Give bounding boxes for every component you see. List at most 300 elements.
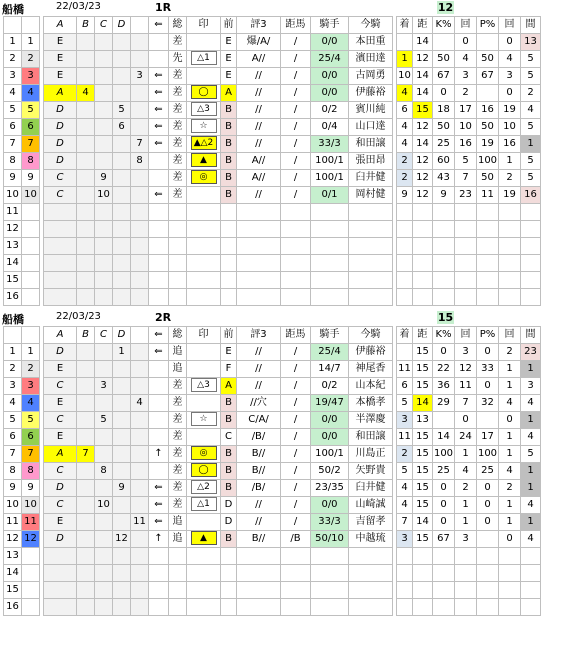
cell-arrow: ⇐ <box>149 119 169 136</box>
col-header-k-pct: K% <box>433 17 455 34</box>
cell-jockey: 吉留孝 <box>349 514 393 531</box>
cell-jockey-stat <box>311 238 349 255</box>
cell-rank-e <box>131 85 149 102</box>
cell-style: 追 <box>169 514 187 531</box>
cell-jockey-stat: 19/47 <box>311 395 349 412</box>
cell-jockey: 臼井健 <box>349 170 393 187</box>
cell-dist: 15 <box>413 446 433 463</box>
cell-jockey <box>349 204 393 221</box>
cell-horse-no: 2 <box>4 51 22 68</box>
cell-style <box>169 565 187 582</box>
cell-gate-no: 8 <box>22 463 40 480</box>
cell-interval: 1 <box>521 136 541 153</box>
cell-prev: B <box>221 102 237 119</box>
cell-rank-e <box>131 463 149 480</box>
cell-jockey-stat: 0/0 <box>311 497 349 514</box>
mark-symbol: ◯ <box>191 85 217 99</box>
cell-rank-b <box>77 255 95 272</box>
cell-rank-d <box>113 361 131 378</box>
cell-gate-no <box>22 204 40 221</box>
cell-count2 <box>499 289 521 306</box>
table-row <box>4 531 541 548</box>
cell-arrow <box>149 153 169 170</box>
cell-count2: 1 <box>499 514 521 531</box>
cell-interval <box>521 565 541 582</box>
cell-p-pct <box>477 272 499 289</box>
cell-jockey: 山口達 <box>349 119 393 136</box>
cell-jockey-stat <box>311 204 349 221</box>
cell-rank-a: C <box>44 463 77 480</box>
cell-rank-e <box>131 429 149 446</box>
mark-symbol: △1 <box>191 497 217 511</box>
cell-jockey-stat: 25/4 <box>311 344 349 361</box>
cell-rank-b <box>77 204 95 221</box>
cell-finish: 5 <box>397 463 413 480</box>
table-row <box>4 599 541 616</box>
mark-symbol: △3 <box>191 102 217 116</box>
cell-style <box>169 289 187 306</box>
cell-rank-d: 5 <box>113 102 131 119</box>
col-header-count2: 回 <box>499 327 521 344</box>
cell-count1 <box>455 565 477 582</box>
cell-jockey-stat <box>311 272 349 289</box>
cell-dist-horse: / <box>281 395 311 412</box>
cell-dist-horse: / <box>281 514 311 531</box>
cell-jockey-stat: 50/10 <box>311 531 349 548</box>
cell-p-pct <box>477 204 499 221</box>
cell-finish: 3 <box>397 531 413 548</box>
cell-rank-e <box>131 204 149 221</box>
cell-rank-c <box>95 395 113 412</box>
cell-rank-e <box>131 548 149 565</box>
col-header-dist: 距 <box>413 327 433 344</box>
col-header-rank-d: D <box>113 327 131 344</box>
mark-symbol: ▲ <box>191 531 217 545</box>
cell-rank-b <box>77 395 95 412</box>
cell-rank-d <box>113 34 131 51</box>
col-header-rank-c: C <box>95 17 113 34</box>
cell-style <box>169 548 187 565</box>
cell-p-pct <box>477 599 499 616</box>
cell-finish: 2 <box>397 446 413 463</box>
cell-count1 <box>455 548 477 565</box>
cell-p-pct <box>477 255 499 272</box>
cell-rank-d <box>113 395 131 412</box>
cell-rank-d <box>113 221 131 238</box>
cell-rank-a: E <box>44 51 77 68</box>
cell-dist-horse: / <box>281 480 311 497</box>
cell-rank-b <box>77 153 95 170</box>
cell-dist-horse <box>281 548 311 565</box>
cell-arrow <box>149 221 169 238</box>
cell-prev: B <box>221 463 237 480</box>
cell-style: 追 <box>169 531 187 548</box>
cell-eval3 <box>237 238 281 255</box>
table-row <box>4 187 541 204</box>
cell-k-pct <box>433 272 455 289</box>
cell-jockey-stat <box>311 582 349 599</box>
cell-gate-no <box>22 289 40 306</box>
cell-dist-horse: / <box>281 187 311 204</box>
cell-horse-no: 16 <box>4 289 22 306</box>
cell-count2: 2 <box>499 344 521 361</box>
cell-rank-b <box>77 344 95 361</box>
col-header-count1: 回 <box>455 17 477 34</box>
cell-rank-c <box>95 221 113 238</box>
cell-eval3 <box>237 221 281 238</box>
cell-rank-e <box>131 272 149 289</box>
cell-p-pct: 100 <box>477 446 499 463</box>
cell-jockey <box>349 272 393 289</box>
cell-dist <box>413 221 433 238</box>
cell-p-pct <box>477 548 499 565</box>
cell-jockey: 半澤慶 <box>349 412 393 429</box>
cell-dist-horse: / <box>281 102 311 119</box>
cell-rank-d <box>113 463 131 480</box>
cell-mark <box>187 344 221 361</box>
cell-rank-c <box>95 531 113 548</box>
table-row <box>4 497 541 514</box>
cell-rank-b <box>77 463 95 480</box>
cell-mark <box>187 85 221 102</box>
cell-rank-d <box>113 255 131 272</box>
cell-count2: 0 <box>499 531 521 548</box>
mark-symbol: ◎ <box>191 170 217 184</box>
cell-k-pct: 29 <box>433 395 455 412</box>
col-header-gate-no <box>22 17 40 34</box>
table-row <box>4 514 541 531</box>
cell-rank-b <box>77 51 95 68</box>
cell-arrow: ⇐ <box>149 514 169 531</box>
cell-prev: B <box>221 170 237 187</box>
table-row <box>4 289 541 306</box>
cell-dist-horse <box>281 565 311 582</box>
cell-count1: 2 <box>455 480 477 497</box>
cell-count1: 10 <box>455 119 477 136</box>
cell-jockey <box>349 582 393 599</box>
cell-rank-d <box>113 514 131 531</box>
cell-arrow <box>149 34 169 51</box>
cell-dist: 14 <box>413 395 433 412</box>
cell-count2 <box>499 548 521 565</box>
cell-rank-c <box>95 204 113 221</box>
cell-interval: 16 <box>521 187 541 204</box>
cell-rank-d <box>113 187 131 204</box>
cell-jockey-stat: 33/3 <box>311 514 349 531</box>
cell-horse-no: 13 <box>4 548 22 565</box>
cell-mark <box>187 255 221 272</box>
cell-count1: 1 <box>455 497 477 514</box>
cell-jockey-stat: 0/0 <box>311 34 349 51</box>
cell-rank-c <box>95 344 113 361</box>
cell-jockey: 山崎誠 <box>349 497 393 514</box>
cell-rank-e: 4 <box>131 395 149 412</box>
col-header-mark: 印 <box>187 327 221 344</box>
cell-finish <box>397 599 413 616</box>
cell-gate-no: 2 <box>22 361 40 378</box>
cell-interval <box>521 582 541 599</box>
cell-count1: 3 <box>455 68 477 85</box>
cell-mark <box>187 289 221 306</box>
cell-rank-b <box>77 187 95 204</box>
cell-gate-no <box>22 238 40 255</box>
cell-eval3: /B/ <box>237 429 281 446</box>
cell-rank-a <box>44 255 77 272</box>
cell-arrow <box>149 204 169 221</box>
cell-finish: 4 <box>397 136 413 153</box>
cell-rank-e <box>131 599 149 616</box>
table-row <box>4 68 541 85</box>
cell-mark <box>187 378 221 395</box>
cell-horse-no: 15 <box>4 582 22 599</box>
cell-finish <box>397 344 413 361</box>
cell-mark <box>187 204 221 221</box>
cell-rank-e <box>131 51 149 68</box>
cell-arrow <box>149 412 169 429</box>
cell-rank-e: 8 <box>131 153 149 170</box>
cell-p-pct: 50 <box>477 51 499 68</box>
cell-horse-no: 6 <box>4 119 22 136</box>
cell-count2: 4 <box>499 51 521 68</box>
mark-symbol: ◎ <box>191 446 217 460</box>
col-header-jockey-stat: 騎手 <box>311 327 349 344</box>
cell-style <box>169 272 187 289</box>
cell-finish: 4 <box>397 119 413 136</box>
cell-jockey: 賓川純 <box>349 102 393 119</box>
cell-p-pct <box>477 85 499 102</box>
cell-jockey-stat: 0/2 <box>311 378 349 395</box>
cell-count2 <box>499 565 521 582</box>
cell-rank-b <box>77 497 95 514</box>
cell-rank-c <box>95 480 113 497</box>
cell-k-pct <box>433 221 455 238</box>
cell-dist: 12 <box>413 153 433 170</box>
cell-count2: 1 <box>499 153 521 170</box>
cell-dist-horse: / <box>281 136 311 153</box>
cell-rank-e <box>131 102 149 119</box>
cell-rank-a <box>44 272 77 289</box>
cell-count2 <box>499 238 521 255</box>
cell-mark <box>187 238 221 255</box>
cell-interval: 1 <box>521 361 541 378</box>
cell-k-pct: 22 <box>433 361 455 378</box>
cell-mark <box>187 51 221 68</box>
cell-style: 差 <box>169 480 187 497</box>
cell-eval3: // <box>237 85 281 102</box>
cell-rank-b <box>77 289 95 306</box>
cell-gate-no: 12 <box>22 531 40 548</box>
cell-rank-e <box>131 531 149 548</box>
cell-prev <box>221 255 237 272</box>
cell-rank-c <box>95 514 113 531</box>
cell-k-pct: 25 <box>433 463 455 480</box>
cell-horse-no: 12 <box>4 531 22 548</box>
cell-dist-horse <box>281 221 311 238</box>
cell-dist-horse: / <box>281 85 311 102</box>
cell-style: 差 <box>169 187 187 204</box>
cell-horse-no: 15 <box>4 272 22 289</box>
cell-rank-c <box>95 238 113 255</box>
cell-dist: 14 <box>413 34 433 51</box>
cell-rank-e: 7 <box>131 136 149 153</box>
cell-style: 差 <box>169 395 187 412</box>
cell-k-pct <box>433 289 455 306</box>
cell-dist: 14 <box>413 68 433 85</box>
cell-prev <box>221 289 237 306</box>
cell-jockey-stat: 50/2 <box>311 463 349 480</box>
cell-prev: B <box>221 136 237 153</box>
cell-rank-d: 12 <box>113 531 131 548</box>
cell-k-pct <box>433 548 455 565</box>
cell-arrow: ⇐ <box>149 344 169 361</box>
cell-eval3: B// <box>237 463 281 480</box>
cell-prev: D <box>221 514 237 531</box>
cell-rank-c <box>95 34 113 51</box>
cell-dist-horse <box>281 599 311 616</box>
cell-count2: 4 <box>499 395 521 412</box>
cell-jockey: 川島正 <box>349 446 393 463</box>
cell-k-pct: 67 <box>433 531 455 548</box>
cell-count1: 7 <box>455 170 477 187</box>
cell-jockey-stat: 0/0 <box>311 412 349 429</box>
cell-finish <box>397 255 413 272</box>
cell-prev: C <box>221 429 237 446</box>
cell-dist <box>413 289 433 306</box>
cell-finish: 2 <box>397 153 413 170</box>
cell-jockey: 中越琉 <box>349 531 393 548</box>
cell-p-pct <box>477 289 499 306</box>
cell-gate-no: 4 <box>22 395 40 412</box>
cell-gate-no: 9 <box>22 170 40 187</box>
cell-p-pct: 33 <box>477 361 499 378</box>
cell-arrow <box>149 582 169 599</box>
cell-interval: 5 <box>521 446 541 463</box>
cell-dist-horse: / <box>281 119 311 136</box>
table-row <box>4 548 541 565</box>
cell-horse-no: 3 <box>4 68 22 85</box>
cell-arrow <box>149 170 169 187</box>
cell-count1: 3 <box>455 344 477 361</box>
cell-count1: 1 <box>455 514 477 531</box>
cell-rank-e <box>131 412 149 429</box>
cell-horse-no: 7 <box>4 136 22 153</box>
cell-horse-no: 8 <box>4 463 22 480</box>
cell-dist-horse: / <box>281 153 311 170</box>
cell-arrow: ↑ <box>149 446 169 463</box>
cell-prev: F <box>221 361 237 378</box>
cell-dist <box>413 272 433 289</box>
cell-horse-no: 16 <box>4 599 22 616</box>
cell-rank-c <box>95 548 113 565</box>
cell-finish: 11 <box>397 429 413 446</box>
cell-count1 <box>455 582 477 599</box>
cell-count2: 19 <box>499 102 521 119</box>
cell-finish: 2 <box>397 170 413 187</box>
cell-jockey-stat: 14/7 <box>311 361 349 378</box>
cell-k-pct <box>433 34 455 51</box>
cell-eval3: C/A/ <box>237 412 281 429</box>
cell-count2: 1 <box>499 361 521 378</box>
cell-eval3 <box>237 255 281 272</box>
cell-style: 追 <box>169 361 187 378</box>
cell-style: 追 <box>169 344 187 361</box>
cell-style <box>169 204 187 221</box>
cell-rank-c: 9 <box>95 170 113 187</box>
table-row <box>4 102 541 119</box>
cell-jockey-stat <box>311 221 349 238</box>
cell-count2: 19 <box>499 187 521 204</box>
col-header-jockey: 今騎 <box>349 17 393 34</box>
cell-dist: 15 <box>413 378 433 395</box>
cell-count2: 4 <box>499 463 521 480</box>
race-section-1r <box>0 0 577 306</box>
cell-interval: 1 <box>521 514 541 531</box>
cell-rank-a: C <box>44 412 77 429</box>
table-row <box>4 136 541 153</box>
cell-dist: 15 <box>413 429 433 446</box>
cell-finish <box>397 204 413 221</box>
cell-dist: 12 <box>413 170 433 187</box>
cell-prev: B <box>221 395 237 412</box>
cell-p-pct: 0 <box>477 378 499 395</box>
cell-interval: 4 <box>521 531 541 548</box>
table-row <box>4 429 541 446</box>
cell-jockey <box>349 599 393 616</box>
cell-rank-e <box>131 289 149 306</box>
cell-rank-a <box>44 582 77 599</box>
cell-rank-c: 10 <box>95 187 113 204</box>
cell-jockey: 神尾香 <box>349 361 393 378</box>
cell-mark <box>187 582 221 599</box>
cell-mark <box>187 531 221 548</box>
cell-interval: 1 <box>521 412 541 429</box>
cell-finish <box>397 582 413 599</box>
cell-rank-b: 4 <box>77 85 95 102</box>
cell-jockey: 和田譲 <box>349 136 393 153</box>
cell-arrow <box>149 395 169 412</box>
cell-arrow: ⇐ <box>149 480 169 497</box>
cell-horse-no: 8 <box>4 153 22 170</box>
cell-horse-no: 2 <box>4 361 22 378</box>
cell-jockey-stat <box>311 548 349 565</box>
cell-dist <box>413 582 433 599</box>
cell-arrow: ⇐ <box>149 187 169 204</box>
cell-finish: 4 <box>397 85 413 102</box>
cell-finish: 1 <box>397 51 413 68</box>
cell-dist <box>413 255 433 272</box>
cell-p-pct: 0 <box>477 514 499 531</box>
cell-rank-a: D <box>44 344 77 361</box>
cell-prev: A <box>221 378 237 395</box>
table-row <box>4 51 541 68</box>
cell-gate-no <box>22 582 40 599</box>
cell-gate-no: 7 <box>22 446 40 463</box>
col-header-horse-no <box>4 17 22 34</box>
cell-p-pct <box>477 582 499 599</box>
cell-finish <box>397 565 413 582</box>
cell-rank-a <box>44 238 77 255</box>
cell-jockey: 本田重 <box>349 34 393 51</box>
cell-rank-b <box>77 548 95 565</box>
cell-jockey: 和田譲 <box>349 429 393 446</box>
cell-mark <box>187 446 221 463</box>
cell-horse-no: 5 <box>4 412 22 429</box>
cell-jockey-stat: 0/0 <box>311 68 349 85</box>
cell-count1 <box>455 255 477 272</box>
cell-rank-d <box>113 497 131 514</box>
cell-interval: 5 <box>521 153 541 170</box>
cell-gate-no: 6 <box>22 119 40 136</box>
